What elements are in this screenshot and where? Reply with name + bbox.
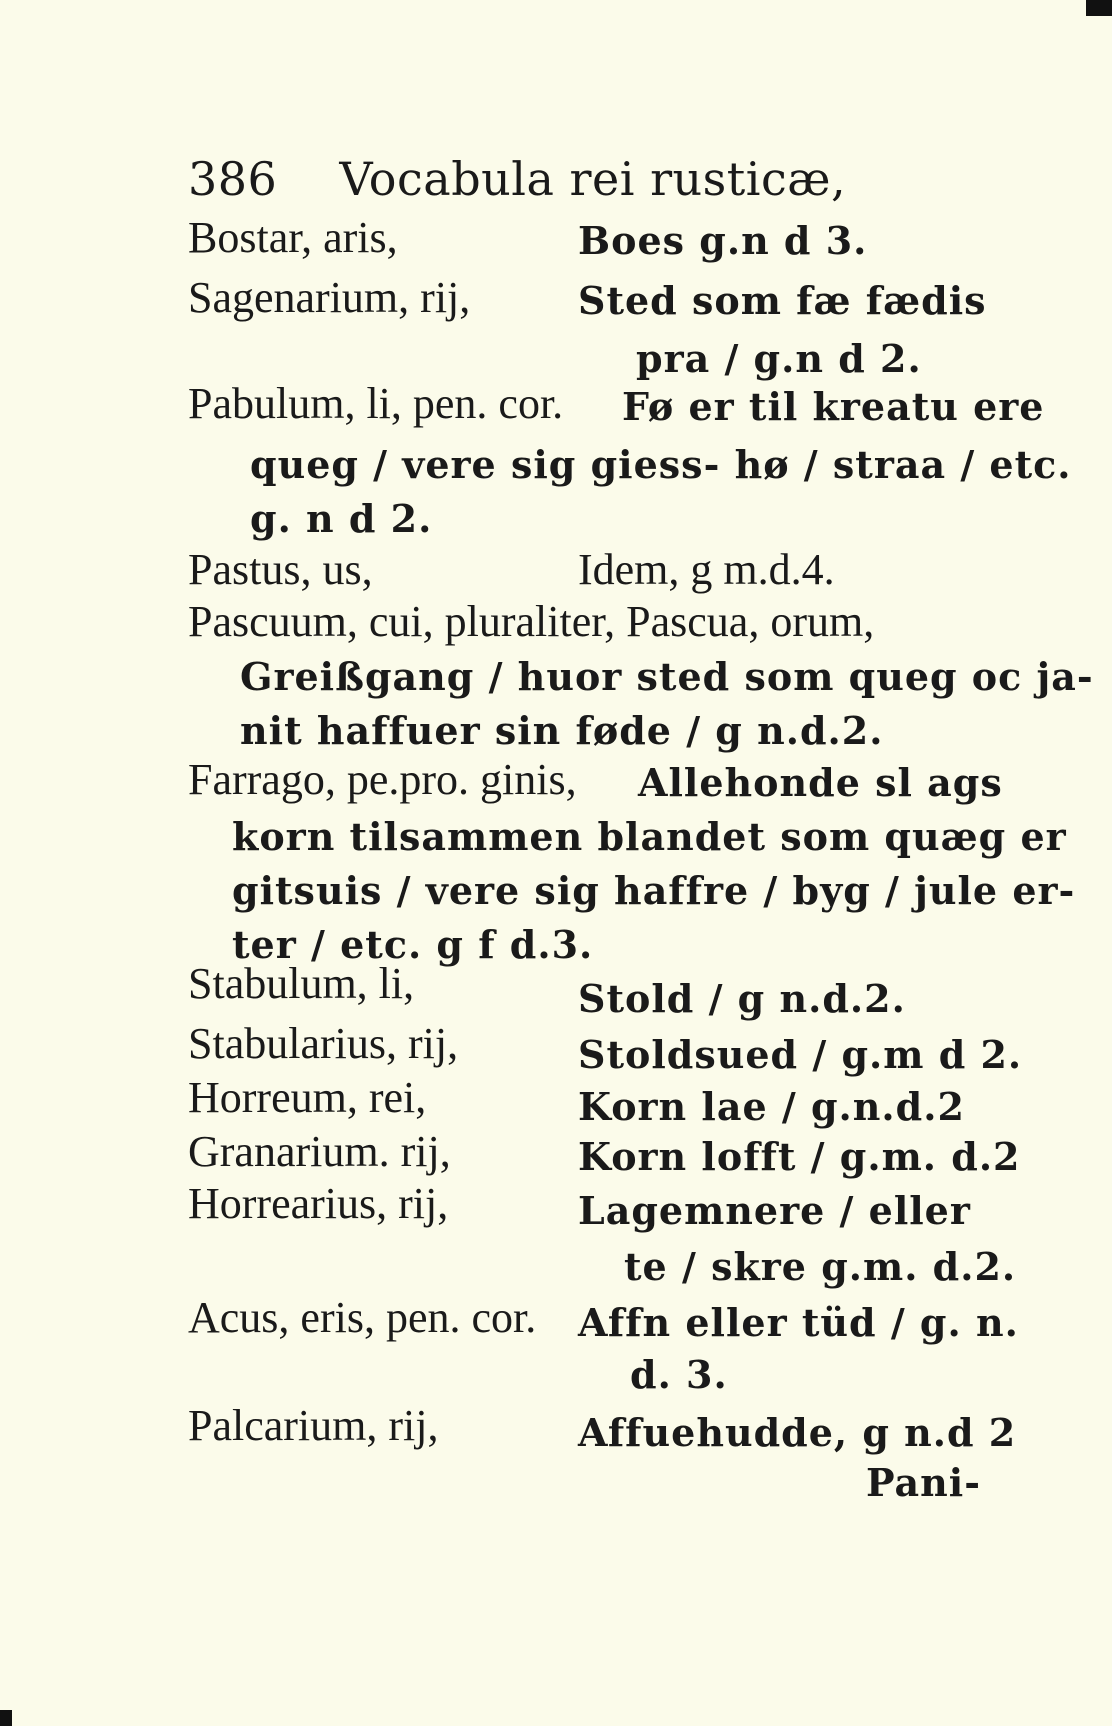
latin-entry: Pabulum, li, pen. cor. bbox=[188, 379, 564, 428]
danish-gloss: ter / etc. g f d.3. bbox=[232, 922, 594, 967]
latin-entry: Sagenarium, rij, bbox=[188, 273, 471, 322]
latin-entry: Granarium. rij, bbox=[188, 1127, 451, 1176]
page-header bbox=[188, 152, 846, 206]
latin-entry: Pastus, us, bbox=[188, 545, 373, 594]
danish-gloss: d. 3. bbox=[630, 1352, 728, 1397]
page-number: 386 bbox=[188, 152, 278, 206]
danish-gloss: Affuehudde, g n.d 2 bbox=[578, 1410, 1017, 1455]
danish-gloss: Korn lofft / g.m. d.2 bbox=[578, 1134, 1021, 1179]
danish-gloss: Fø er til kreatu ere bbox=[622, 384, 1045, 429]
danish-gloss: Boes g.n d 3. bbox=[578, 218, 868, 263]
danish-gloss: queg / vere sig giess- hø / straa / etc. bbox=[250, 442, 1072, 487]
danish-gloss: Sted som fæ fædis bbox=[578, 278, 987, 323]
latin-entry: Stabulum, li, bbox=[188, 959, 415, 1008]
danish-gloss: pra / g.n d 2. bbox=[636, 336, 922, 381]
running-title: Vocabula rei rusticæ, bbox=[339, 152, 847, 206]
latin-entry: Bostar, aris, bbox=[188, 213, 398, 262]
latin-entry: Farrago, pe.pro. ginis, bbox=[188, 755, 577, 804]
scan-edge-mark bbox=[0, 1710, 12, 1726]
latin-entry: Horrearius, rij, bbox=[188, 1179, 449, 1228]
danish-gloss: Lagemnere / eller bbox=[578, 1188, 971, 1233]
danish-gloss: Affn eller tüd / g. n. bbox=[578, 1300, 1019, 1345]
danish-gloss: Stoldsued / g.m d 2. bbox=[578, 1032, 1023, 1077]
latin-entry: Horreum, rei, bbox=[188, 1073, 427, 1122]
catchword: Pani- bbox=[866, 1460, 982, 1505]
scan-edge-mark bbox=[1086, 0, 1112, 16]
latin-entry: Palcarium, rij, bbox=[188, 1401, 439, 1450]
danish-gloss: Korn lae / g.n.d.2 bbox=[578, 1084, 965, 1129]
danish-gloss: Stold / g n.d.2. bbox=[578, 976, 906, 1021]
latin-entry: Pascuum, cui, pluraliter, Pascua, orum, bbox=[188, 597, 875, 646]
danish-gloss: te / skre g.m. d.2. bbox=[624, 1244, 1017, 1289]
danish-gloss: gitsuis / vere sig haffre / byg / jule er- bbox=[232, 868, 1076, 913]
danish-gloss: Idem, g m.d.4. bbox=[578, 545, 835, 594]
danish-gloss: Allehonde sl ags bbox=[638, 760, 1003, 805]
latin-entry: Stabularius, rij, bbox=[188, 1019, 459, 1068]
danish-gloss: korn tilsammen blandet som quæg er bbox=[232, 814, 1067, 859]
danish-gloss: Greißgang / huor sted som queg oc ja- bbox=[240, 654, 1094, 699]
latin-entry: Acus, eris, pen. cor. bbox=[188, 1293, 537, 1342]
danish-gloss: nit haffuer sin føde / g n.d.2. bbox=[240, 708, 884, 753]
danish-gloss: g. n d 2. bbox=[250, 496, 433, 541]
